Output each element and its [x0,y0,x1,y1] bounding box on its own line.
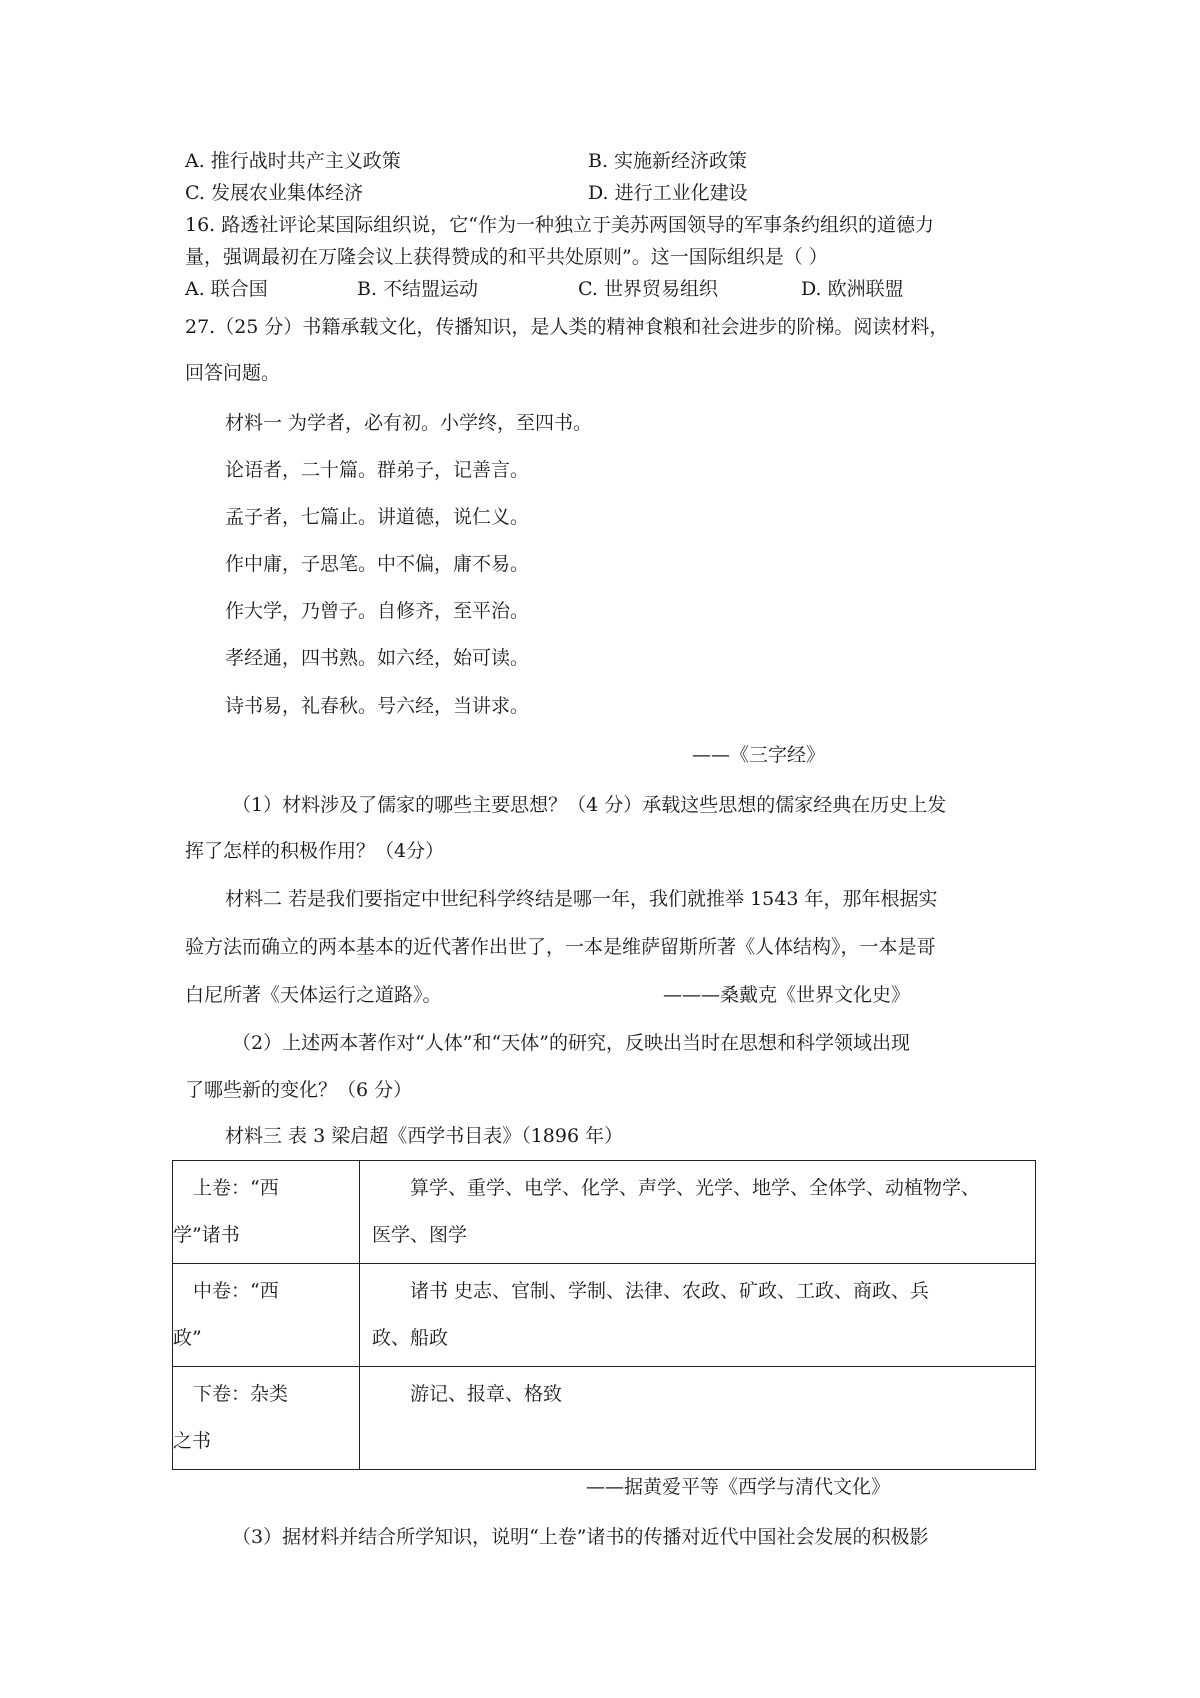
material1-line: 作大学，乃曾子。自修齐，至平治。 [225,600,530,622]
books-line1: 算学、重学、电学、化学、声学、光学、地学、全体学、动植物学、 [410,1177,981,1199]
q16-option-b: B. 不结盟运动 [357,278,479,300]
q16-stem-line1: 16. 路透社评论某国际组织说，它“作为一种独立于美苏两国领导的军事条约组织的道德力 [185,214,934,236]
books-line2: 医学、图学 [372,1224,468,1246]
q15-option-d: D. 进行工业化建设 [588,182,748,204]
category-line1: 中卷：“西 [193,1280,279,1302]
q27-intro-line2: 回答问题。 [185,362,281,384]
table-cell-books [360,1367,1036,1470]
book-list-table [172,1160,1036,1470]
books-line1: 游记、报章、格致 [410,1383,563,1405]
category-line2: 之书 [173,1430,212,1452]
material1-line: 材料一 为学者，必有初。小学终，至四书。 [225,412,593,434]
material1-line: 诗书易，礼春秋。号六经，当讲求。 [225,695,530,717]
material1-line: 孟子者，七篇止。讲道德，说仁义。 [225,506,530,528]
table-cell-books [360,1161,1036,1264]
material3-caption: 材料三 表 3 梁启超《西学书目表》（1896 年） [225,1125,624,1147]
material1-line: 孝经通，四书熟。如六经，始可读。 [225,647,530,669]
material3-source: ——据黄爱平等《西学与清代文化》 [586,1476,891,1498]
q15-option-a: A. 推行战时共产主义政策 [185,150,401,172]
material2-line3: 白尼所著《天体运行之道路》。 [185,984,442,1006]
books-line1: 诸书 史志、官制、学制、法律、农政、矿政、工政、商政、兵 [410,1280,930,1302]
material1-source: ——《三字经》 [692,744,826,766]
category-line2: 政” [173,1327,202,1349]
table-cell-books [360,1264,1036,1367]
table-row [173,1367,1036,1470]
category-line1: 下卷：杂类 [193,1383,289,1405]
table-row [173,1161,1036,1264]
category-line2: 学”诸书 [173,1224,240,1246]
q16-option-c: C. 世界贸易组织 [578,278,718,300]
table-cell-category [173,1264,360,1367]
question2-line1: （2）上述两本著作对“人体”和“天体”的研究，反映出当时在思想和科学领域出现 [232,1032,910,1054]
q16-stem-line2: 量，强调最初在万隆会议上获得赞成的和平共处原则”。这一国际组织是（ ） [185,246,828,268]
q15-option-b: B. 实施新经济政策 [588,150,748,172]
material1-line: 作中庸，子思笔。中不偏，庸不易。 [225,553,530,575]
q16-option-d: D. 欧洲联盟 [801,278,904,300]
books-line2: 政、船政 [372,1327,449,1349]
q16-option-a: A. 联合国 [185,278,268,300]
question2-line2: 了哪些新的变化？（6 分） [185,1079,413,1101]
question3-line1: （3）据材料并结合所学知识，说明“上卷”诸书的传播对近代中国社会发展的积极影 [232,1526,929,1548]
material2-line1: 材料二 若是我们要指定中世纪科学终结是哪一年，我们就推举 1543 年，那年根据实 [225,888,938,910]
question1-line2: 挥了怎样的积极作用？（4分） [185,840,445,862]
table-cell-category [173,1161,360,1264]
material1-line: 论语者，二十篇。群弟子，记善言。 [225,459,530,481]
q15-option-c: C. 发展农业集体经济 [185,182,363,204]
table-cell-category [173,1367,360,1470]
material2-line2: 验方法而确立的两本基本的近代著作出世了，一本是维萨留斯所著《人体结构》，一本是哥 [185,936,936,958]
question1-line1: （1）材料涉及了儒家的哪些主要思想？（4 分）承载这些思想的儒家经典在历史上发 [232,794,947,816]
q27-intro-line1: 27.（25 分）书籍承载文化，传播知识，是人类的精神食粮和社会进步的阶梯。阅读材料， [185,316,949,338]
category-line1: 上卷：“西 [193,1177,279,1199]
table-row [173,1264,1036,1367]
material2-source: ———桑戴克《世界文化史》 [663,984,911,1006]
